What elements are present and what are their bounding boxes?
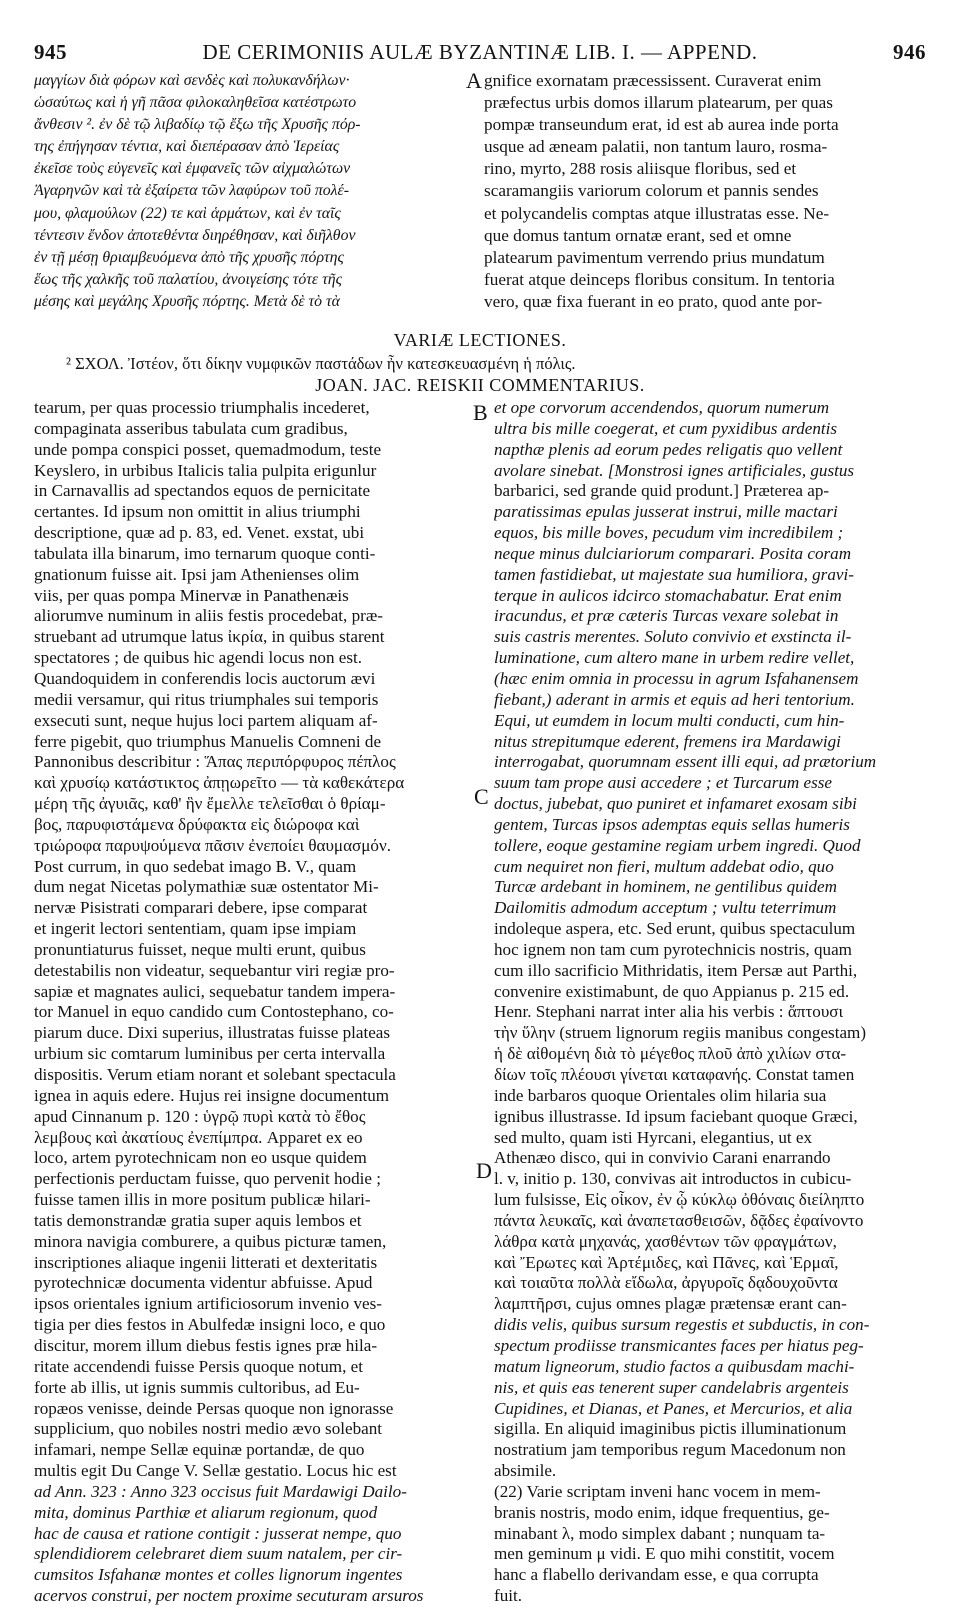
greek-line: μέσης καὶ μεγάλης Χρυσῆς πόρτης. Μετὰ δὲ τὸ τὰ [34,292,340,310]
commentary-line: cum illo sacrificio Mithridatis, item Persæ aut Parthi, [494,960,858,980]
commentary-line: ad Ann. 323 : Anno 323 occisus fuit Mardawigi Dailo- [34,1481,407,1501]
commentary-line: Equi, ut eumdem in locum multi conducti, cum hin- [494,710,845,730]
commentary-line: exsecuti sunt, neque hujus loci partem aliquam af- [34,710,378,730]
commentary-line: equos, bis mille boves, pecudum vim incredibilem ; [494,523,844,543]
greek-line: μαγγίων διὰ φόρων καὶ σενδὲς καὶ πολυκανδήλων· [34,72,350,89]
commentary-line: sapiæ et magnates aulici, sequebatur tandem impera- [34,981,396,1001]
commentary-line: λεμβους καὶ ἀκατίους ἐνεπίμπρα. Apparet ex eo [34,1127,363,1147]
commentary-line: perfectionis perductam fuisse, quo pervenit hodie ; [34,1169,381,1189]
commentary-line: terque in aulicos idcirco stomachabatur. Erat enim [494,585,842,605]
latin-line: fuerat atque deinceps floribus consitum. In tentoria [484,269,835,289]
commentary-line: tearum, per quas processio triumphalis incederet, [34,398,370,417]
commentary-line: et ingerit lectori sententiam, quam ipse impiam [34,919,357,939]
commentary-line: μέρη τῆς ἀγυιᾶς, καθ' ἣν ἔμελλε τελεῖσθαι ὁ θρίαμ- [34,794,386,814]
commentary-line: dum negat Nicetas polymathiæ suæ ostentator Mi- [34,877,379,897]
commentary-line: pronuntiaturus fuisset, neque multi erunt, quibus [34,939,366,959]
commentary-line: compaginata asseribus tabulata cum gradibus, [34,418,348,438]
commentary-line: splendidiorem celebraret diem suum natalem, per cir- [34,1544,403,1564]
greek-line: ὡσαύτως καὶ ἡ γῆ πᾶσα φιλοκαληθεῖσα κατέστρωτο [34,94,357,112]
commentary-line: barbarici, sed grande quid produnt.] Præterea ap- [494,481,830,501]
latin-line: pompæ transeundum erat, id est ab aurea inde porta [484,115,839,135]
commentary-line: hoc ignem non tam cum pyrotechnicis nostris, quam [494,939,852,959]
commentary-line: infamari, nempe Sellæ equinæ portandæ, de quo [34,1440,365,1460]
commentary-line: fuit. [494,1586,523,1606]
commentary-line: absimile. [494,1461,557,1481]
commentary-line: cum nequiret non fieri, multum addebat odio, quo [494,856,834,876]
commentary-line: multis egit Du Cange V. Sellæ gestatio. Locus hic est [34,1461,397,1481]
commentary-line: (hæc enim omnia in processu in agrum Isfahanensem [494,668,859,688]
page-header [34,40,926,70]
greek-line: ἐν τῇ μέσῃ θριαμβευόμενα ἀπὸ τῆς χρυσῆς πόρτης [34,248,344,266]
commentary-line: supplicium, quo nobiles nostri medio ævo solebant [34,1419,383,1439]
commentary-line: ἡ δὲ αἰθομένη διὰ τὸ μέγεθος πλοῦ ἀπὸ χιλίων στα- [494,1044,847,1064]
commentary-line: sed multo, quam isti Hyrcani, elegantius, ut ex [494,1127,813,1147]
commentary-line: struebant ad utrumque latus ἰκρία, in quibus starent [34,627,385,647]
commentary-line: didis velis, quibus sursum regestis et subductis, in con- [494,1315,870,1335]
commentary-line: tatis demonstrandæ gratia super aquis lembos et [34,1210,362,1230]
commentary-line: inde barbaros quoque Orientales olim hilaria sua [494,1085,827,1105]
commentary-line: avolare sinebat. [Monstrosi ignes artificiales, gustus [494,460,855,480]
commentary-line: apud Cinnanum p. 120 : ὑγρῷ πυρὶ κατὰ τὸ ἔθος [34,1106,366,1126]
commentary-line: ultra bis mille coegerat, et cum pyxidibus ardentis [494,418,838,438]
commentary-line: ropæos venisse, deinde Persas quoque non ignorasse [34,1398,394,1418]
commentary-line: lum fulsisse, Εἰς οἶκον, ἐν ᾧ κύκλῳ ὀθόναις διείληπτο [494,1190,865,1210]
commentary-line: suis castris merentes. Soluto convivio et exstincta il- [494,627,852,647]
commentary-line: doctus, jubebat, quo puniret et infamaret exosam sibi [494,794,857,814]
scholion-note: ² ΣΧΟΛ. Ἰστέον, ὅτι δίκην νυμφικῶν παστάδων ἦν κατεσκευασμένη ἡ πόλις. [66,354,576,373]
commentary-line: Athenæo disco, qui in convivio Carani enarrando [494,1148,831,1168]
commentary-line: suum tam prope ausi accedere ; et Turcarum esse [494,773,833,793]
commentary-line: discitur, morem illum diebus festis ignes præ hila- [34,1335,378,1355]
commentary-line: urbium sic comtarum luminibus per certa intervalla [34,1044,386,1064]
commentary-line: spectum prodiisse transmicantes faces per hiatus peg- [494,1335,864,1355]
commentary-line: luminatione, cum altero mane in urbem redire vellet, [494,648,855,668]
commentary-line: καὶ χρυσίῳ κατάστικτος ἀπῃωρεῖτο — τὰ καθεκάτερα [34,773,405,793]
commentary-line: δίων τοῖς πλέουσι γίνεται καταφανής. Constat tamen [494,1065,855,1084]
latin-line: scaramangiis variorum colorum et pannis sendes [484,181,819,201]
commentary-line: branis nostris, modo enim, idque frequentius, ge- [494,1502,830,1522]
commentary-line: καὶ τοιαῦτα πολλὰ εἴδωλα, ἀργυροῖς δᾳδουχοῦντα [494,1273,838,1293]
commentary-line: hac de causa et ratione contigit : jusserat nempe, quo [34,1523,402,1543]
latin-line: rino, myrto, 288 rosis aliisque floribus, sed et [484,159,797,179]
commentary-line: nervæ Pisistrati comparari debere, ipse comparat [34,898,368,918]
commentary-line: nitus strepitumque ederent, fremens ira Mardawigi [494,731,841,751]
commentary-line: tor Manuel in equo candido cum Contostephano, co- [34,1002,394,1022]
commentary-line: paratissimas epulas jusserat instrui, mille mactari [494,502,838,522]
commentary-line: indoleque aspera, etc. Sed erunt, quibus spectaculum [494,919,856,939]
greek-text-column [34,70,462,313]
commentary-line: τὴν ὕλην (struem lignorum regiis manibus congestam) [494,1023,867,1043]
commentary-line: ignea in aquis edere. Hujus rei insigne documentum [34,1085,390,1105]
commentary-line: l. v, initio p. 130, convivas ait introductos in cubicu- [494,1169,852,1189]
commentary-line: medii versamur, qui ritus triumphales sui temporis [34,689,379,709]
commentary-line: in Carnavallis ad spectandos equos de pernicitate [34,481,371,501]
commentary-right-column [494,398,926,1607]
commentary-line: fuisse tamen illis in more positum publicæ hilari- [34,1190,371,1210]
section-marker-b: B [473,400,488,425]
commentary-line: aliorumve numinum in aliis festis procedebat, præ- [34,606,383,626]
commentary-line: acervos construi, per noctem proxime secuturam arsuros [34,1586,424,1606]
commentary-line: sigilla. En aliquid imaginibus pictis illuminationum [494,1419,847,1439]
commentary-line: convenire existimabunt, de quo Appianus p. 215 ed. [494,981,850,1001]
latin-line: que domus tantum ornatæ erant, sed et omne [484,225,792,245]
commentary-line: ipsos orientales ignium artificiosorum invenio ves- [34,1294,382,1314]
latin-line: gnifice exornatam præcessissent. Curaverat enim [484,71,822,90]
commentary-line: Cupidines, et Dianas, et Panes, et Mercurios, et alia [494,1398,853,1418]
commentary-line: napthæ plenis ad eorum pedes religatis quo vellent [494,439,843,459]
commentary-line: καὶ Ἔρωτες καὶ Ἀρτέμιδες, καὶ Πᾶνες, καὶ Ἑρμαῖ, [494,1252,839,1272]
latin-line: et polycandelis comptas atque illustratas esse. Ne- [484,203,830,223]
commentary-line: et ope corvorum accendendos, quorum numerum [494,398,830,417]
commentary-line: interrogabat, quorumnam essent illi equi, ad prætorium [494,752,877,772]
commentary-line: neque minus dulciariorum comparari. Posita coram [494,543,852,563]
commentary-line: tigia per dies festos in Abulfedæ insigni loco, e quo [34,1315,386,1335]
greek-line: της ἐπήγησαν τέντια, καὶ διεπέρασαν ἀπὸ Ἱερείας [34,138,340,156]
commentary-line: tollere, eoque gestamine regiam urbem ingredi. Quod [494,835,861,855]
commentary-line: Quandoquidem in conferendis locis auctorum ævi [34,668,376,688]
commentary-line: Turcæ ardebant in hominem, ne gentilibus quidem [494,877,837,897]
commentary-line: certantes. Id ipsum non omittit in alius triumphi [34,502,361,522]
commentary-heading: JOAN. JAC. REISKII COMMENTARIUS. [315,375,645,395]
latin-line: vero, quæ fixa fuerant in eo prato, quod ante por- [484,291,823,311]
commentary-line: Henr. Stephani narrat inter alia his verbis : ἅπτουσι [494,1002,844,1022]
greek-line: ἐκεῖσε τοὺς εὐγενεῖς καὶ ἐμφανεῖς τῶν αἰχμαλώτων [34,160,351,178]
commentary-line: Pannonibus describitur : Ἅπας περιπόρφυρος πέπλος [34,752,396,772]
commentary-line: ritate accendendi fuisse Persis quoque notum, et [34,1356,363,1376]
commentary-line: πάντα λευκαῖς, καὶ ἀναπετασθεισῶν, δᾷδες ἐφαίνοντο [494,1210,864,1230]
latin-line: platearum pavimentum verrendo prius mundatum [484,247,825,267]
commentary-line: ignibus illustrasse. Id ipsum faciebant quoque Græci, [494,1106,858,1126]
commentary-line: Post currum, in quo sedebat imago B. V., quam [34,856,357,876]
commentary-line: tabulata illa binarum, imo ternarum quoque conti- [34,543,376,563]
commentary-left-column [34,398,470,1607]
greek-line: μου, φλαμούλων (22) τε καὶ ἁρμάτων, καὶ ἐν ταῖς [34,204,341,222]
commentary-line: matum ligneorum, studio factos a quibusdam machi- [494,1356,855,1376]
commentary-line: descriptione, quæ ad p. 83, ed. Venet. exstat, ubi [34,523,365,543]
commentary-line: forte ab illis, ut ignis summis cultoribus, ad Eu- [34,1377,360,1397]
greek-line: ἕως τῆς χαλκῆς τοῦ παλατίου, ἀνοιγείσης τότε τῆς [34,270,342,288]
commentary-line: Keyslero, in urbibus Italicis talia pulpita erigunlur [34,460,377,480]
section-marker-d: D [476,1158,492,1183]
page-number-right: 946 [893,40,926,64]
commentary-line: gnationum fuisse ait. Ipsi jam Athenienses olim [34,564,360,584]
commentary-line: βος, παρυφιστάμενα δρύφακτα εἰς διώροφα καὶ [34,814,360,834]
commentary-line: cumsitos Isfahanæ montes et colles lignorum ingentes [34,1565,403,1585]
commentary-line: men geminum μ vidi. E quo mihi constitit, vocem [494,1544,835,1564]
section-marker-a: A [466,68,482,93]
commentary-line: detestabilis non videatur, sequebantur viri regiæ pro- [34,960,395,980]
latin-line: usque ad æneam palatii, non tantum lauro, rosma- [484,137,828,157]
section-marker-c: C [474,784,489,809]
commentary-line: nis, et quis eas tenerent super candelabris argenteis [494,1377,849,1397]
greek-line: Ἀγαρηνῶν καὶ τὰ ἐξαίρετα τῶν λαφύρων τοῦ πολέ- [34,182,350,200]
commentary-line: unde pompa conspici posset, quemadmodum, teste [34,439,382,459]
variae-lectiones-heading: VARIÆ LECTIONES. [393,330,567,350]
commentary-line: inscriptiones aliaque ingenii litterati et dexteritatis [34,1252,378,1272]
commentary-line: λάθρα κατὰ μηχανάς, χασθέντων τῶν φραγμάτων, [494,1231,837,1251]
greek-line: ἄνθεσιν ². ἐν δὲ τῷ λιβαδίῳ τῷ ἔξω τῆς Χρυσῆς πόρ- [34,116,361,134]
commentary-line: loco, artem pyrotechnicam non eo usque quidem [34,1148,367,1168]
commentary-line: Dailomitis admodum acceptum ; vultu teterrimum [494,898,837,918]
commentary-line: mita, dominus Parthiæ et aliarum regionum, quod [34,1502,378,1522]
commentary-line: viis, per quas pompa Minervæ in Panathenæis [34,585,349,605]
commentary-line: minabant λ, modo simplex dabant ; nunquam ta- [494,1523,826,1543]
commentary-line: iracundus, et præ cæteris Turcas vexare solebat in [494,606,839,626]
commentary-line: minora navigia comburere, a quibus picturæ tamen, [34,1231,387,1251]
commentary-line: pyrotechnicæ documenta videntur abfuisse. Apud [34,1273,373,1293]
commentary-line: nostratium jam temporibus regum Macedonum non [494,1440,846,1460]
commentary-line: gentem, Turcas ipsos ademptas equis sellas humeris [494,814,850,834]
commentary-line: τριώροφα παρυψούμενα πᾶσιν ἐνεποίει θαυμασμόν. [34,835,391,855]
commentary-line: piarum duce. Dixi superius, illustratas fuisse plateas [34,1023,391,1043]
commentary-line: spectatores ; de quibus hic agendi locus non est. [34,648,363,668]
latin-translation-column [484,70,926,313]
greek-line: τέντεσιν ἔνδον ἀποτεθέντα διηρέθησαν, καὶ διῆλθον [34,226,356,244]
commentary-line: λαμπτῆρσι, cujus omnes plagæ prætensæ erant can- [494,1294,847,1314]
commentary-line: tamen fastidiebat, ut majestate sua humiliora, gravi- [494,564,854,584]
page-number-left: 945 [34,40,67,64]
commentary-line: fiebant,) aderant in armis et equis ad heri tentorium. [494,689,855,709]
commentary-line: hanc a flabello derivandam esse, e qua corrupta [494,1565,819,1585]
commentary-line: ferre pigebit, quo triumphus Manuelis Comneni de [34,731,382,751]
commentary-line: (22) Varie scriptam inveni hanc vocem in mem- [494,1481,821,1501]
running-title: DE CERIMONIIS AULÆ BYZANTINÆ LIB. I. — APPEND. [202,40,758,64]
latin-line: præfectus urbis domos illarum platearum, per quas [484,93,833,113]
commentary-line: dispositis. Verum etiam norant et solebant spectacula [34,1065,396,1084]
